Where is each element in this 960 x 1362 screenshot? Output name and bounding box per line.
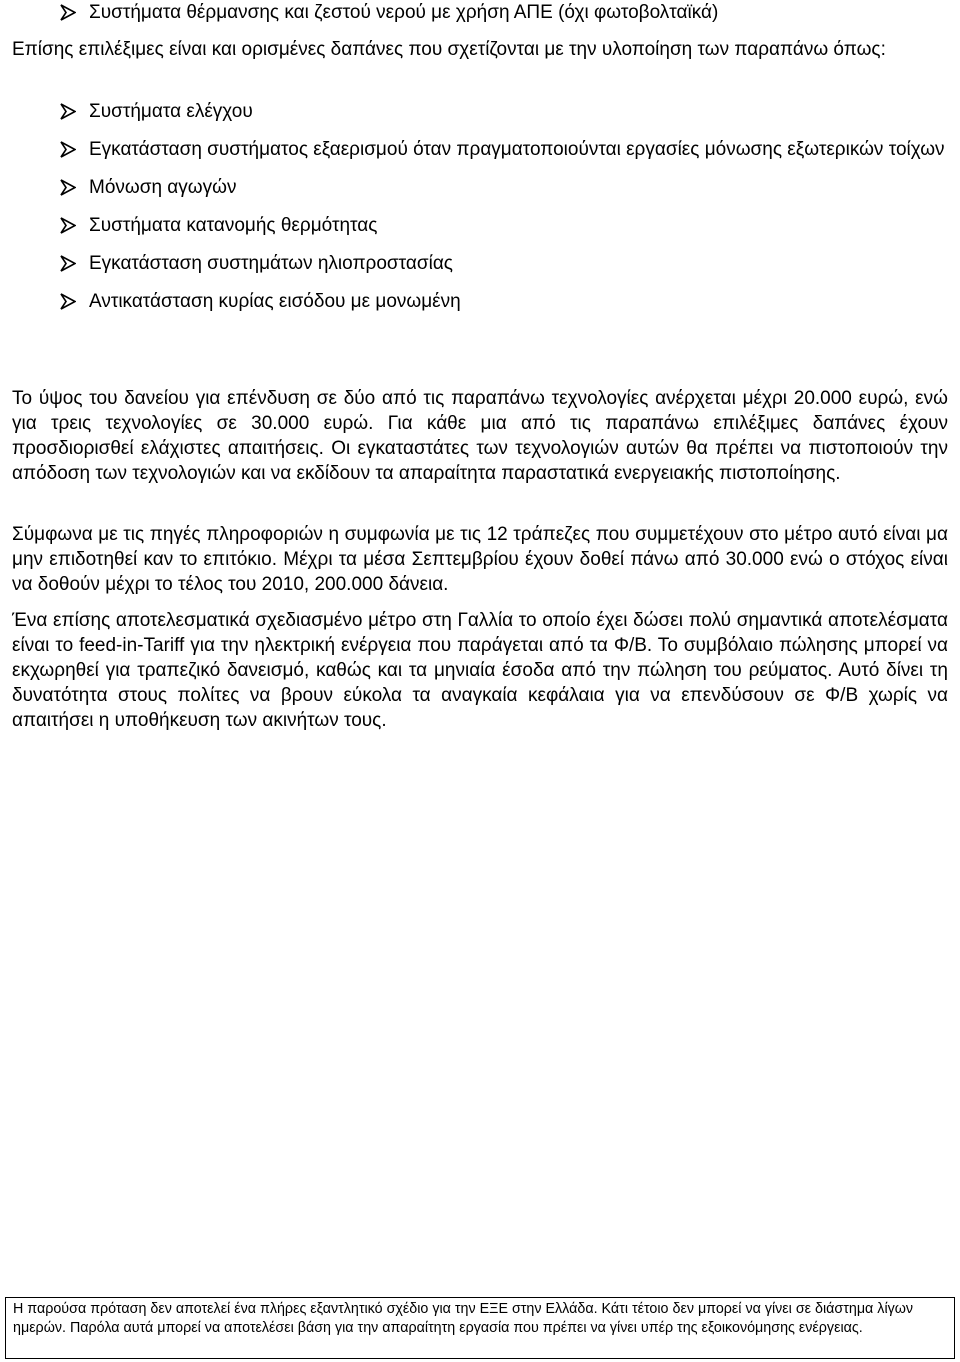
arrowhead-bullet-icon [60, 141, 76, 158]
arrowhead-bullet-icon [60, 179, 76, 196]
list-item-text: Συστήματα ελέγχου [89, 101, 253, 122]
paragraph-france-fit: Ένα επίσης αποτελεσματικά σχεδιασμένο μέτρο στη Γαλλία το οποίο έχει δώσει πολύ σημαντικά αποτελέσματα είναι το feed-in-Tariff για την ηλεκτρική ενέργεια που παράγεται από τα Φ/Β. Το συμβόλαιο πώλησης μπορεί να εκχωρηθεί για τραπεζικό δανεισμό, καθώς και τα μηνιαία έσοδα από την πώληση του ρεύματος. Αυτό δίνει τη δυνατότητα στους πολίτες να βρουν εύκολα τα αναγκαία κεφάλαια για να επενδύσουν σε Φ/Β χωρίς να απαιτήσει η υποθήκευση των ακινήτων τους. [12, 610, 948, 731]
list-item-text: Αντικατάσταση κυρίας εισόδου με μονωμένη [89, 291, 461, 312]
arrowhead-bullet-icon [60, 217, 76, 234]
list-item [12, 0, 948, 25]
list-item [12, 289, 948, 314]
list-item [12, 251, 948, 276]
paragraph-banks: Σύμφωνα με τις πηγές πληροφοριών η συμφωνία με τις 12 τράπεζες που συμμετέχουν στο μέτρο αυτό είναι μα μην επιδοτηθεί καν το επιτόκιο. Μέχρι τα μέσα Σεπτεμβρίου έχουν δοθεί πάνω από 30.000 ενώ ο στόχος είναι να δοθούν μέχρι το τέλος του 2010, 200.000 δάνεια. [12, 524, 948, 595]
list-item [12, 175, 948, 200]
footer-text: Η παρούσα πρόταση δεν αποτελεί ένα πλήρες εξαντλητικό σχέδιο για την ΕΞΕ στην Ελλάδα. Κάτι τέτοιο δεν μπορεί να γίνει σε διάστημα λίγων ημερών. Παρόλα αυτά μπορεί να αποτελέσει βάση για την απαραίτητη εργασία που πρέπει να γίνει υπέρ της εξοικονόμησης ενέργειας. [13, 1301, 914, 1336]
list-item [12, 137, 948, 162]
arrowhead-bullet-icon [60, 293, 76, 310]
list-item [12, 99, 948, 124]
list-item-text: Μόνωση αγωγών [89, 177, 237, 198]
arrowhead-bullet-icon [60, 255, 76, 272]
paragraph-loan-amount: Το ύψος του δανείου για επένδυση σε δύο από τις παραπάνω τεχνολογίες ανέρχεται μέχρι 20.000 ευρώ, ενώ για τρεις τεχνολογίες σε 30.000 ευρώ. Για κάθε μια από τις παραπάνω επιλέξιμες δαπάνες έχουν προσδιορισθεί ελάχιστες απαιτήσεις. Οι εγκαταστάτες των τεχνολογιών αυτών θα πρέπει να πιστοποιούν την απόδοση των τεχνολογιών και να εκδίδουν τα απαραίτητα παραστατικά ενεργειακής πιστοποίησης. [12, 388, 948, 484]
footer-disclaimer [5, 1297, 955, 1359]
bullet-list-top [12, 0, 948, 25]
list-item-text: Εγκατάσταση συστημάτων ηλιοπροστασίας [89, 253, 453, 274]
intro-paragraph: Επίσης επιλέξιμες είναι και ορισμένες δαπάνες που σχετίζονται με την υλοποίηση των παραπάνω όπως: [12, 39, 886, 60]
list-item-text: Εγκατάσταση συστήματος εξαερισμού όταν πραγματοποιούνται εργασίες μόνωσης εξωτερικών τοίχων [89, 139, 945, 160]
bullet-list-eligible [12, 99, 948, 327]
list-item-text: Συστήματα θέρμανσης και ζεστού νερού με χρήση ΑΠΕ (όχι φωτοβολταϊκά) [89, 2, 719, 23]
arrowhead-bullet-icon [60, 4, 76, 21]
list-item [12, 213, 948, 238]
list-item-text: Συστήματα κατανομής θερμότητας [89, 215, 378, 236]
arrowhead-bullet-icon [60, 103, 76, 120]
